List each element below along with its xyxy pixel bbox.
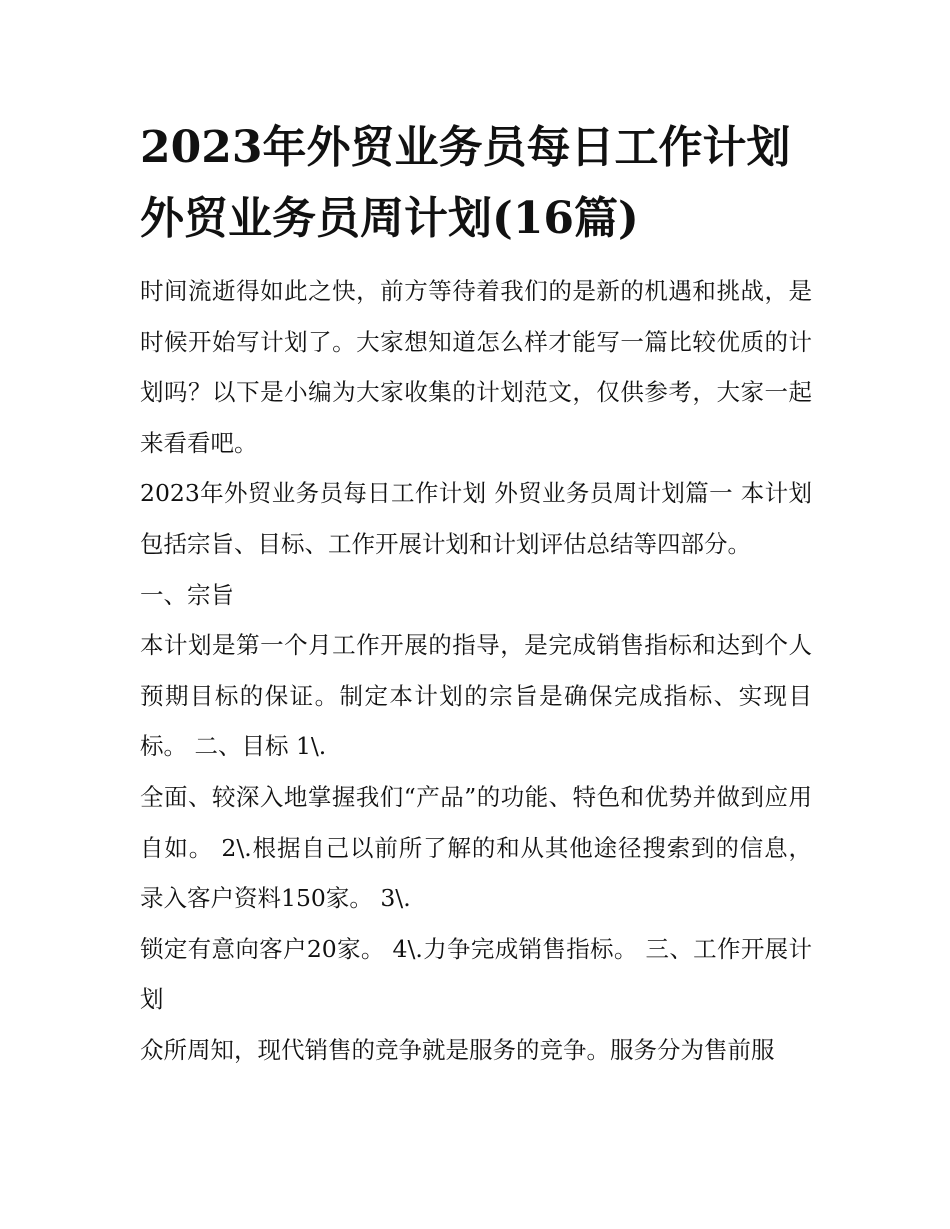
document-page bbox=[140, 112, 812, 1076]
section-heading-purpose: 一、宗旨 bbox=[140, 580, 234, 609]
paragraph-goals-continued: 锁定有意向客户20家。 4\.力争完成销售指标。 三、工作开展计划 bbox=[140, 934, 812, 1014]
paragraph-service: 众所周知，现代销售的竞争就是服务的竞争。服务分为售前服 bbox=[140, 1035, 775, 1064]
paragraph-intro: 时间流逝得如此之快，前方等待着我们的是新的机遇和挑战，是时候开始写计划了。大家想知道怎么样才能写一篇比较优质的计划吗？以下是小编为大家收集的计划范文，仅供参考，大家一起来看看吧。 bbox=[140, 277, 812, 457]
paragraph-plan-overview: 2023年外贸业务员每日工作计划 外贸业务员周计划篇一 本计划包括宗旨、目标、工作开展计划和计划评估总结等四部分。 bbox=[140, 479, 812, 558]
paragraph-goals: 全面、较深入地掌握我们“产品”的功能、特色和优势并做到应用自如。 2\.根据自己以前所了解的和从其他途径搜索到的信息，录入客户资料150家。 3\. bbox=[140, 782, 812, 913]
paragraph-purpose: 本计划是第一个月工作开展的指导，是完成销售指标和达到个人预期目标的保证。制定本计划的宗旨是确保完成指标、实现目标。 二、目标 1\. bbox=[140, 631, 812, 761]
document-title: 2023年外贸业务员每日工作计划 外贸业务员周计划(16篇) bbox=[140, 122, 791, 244]
